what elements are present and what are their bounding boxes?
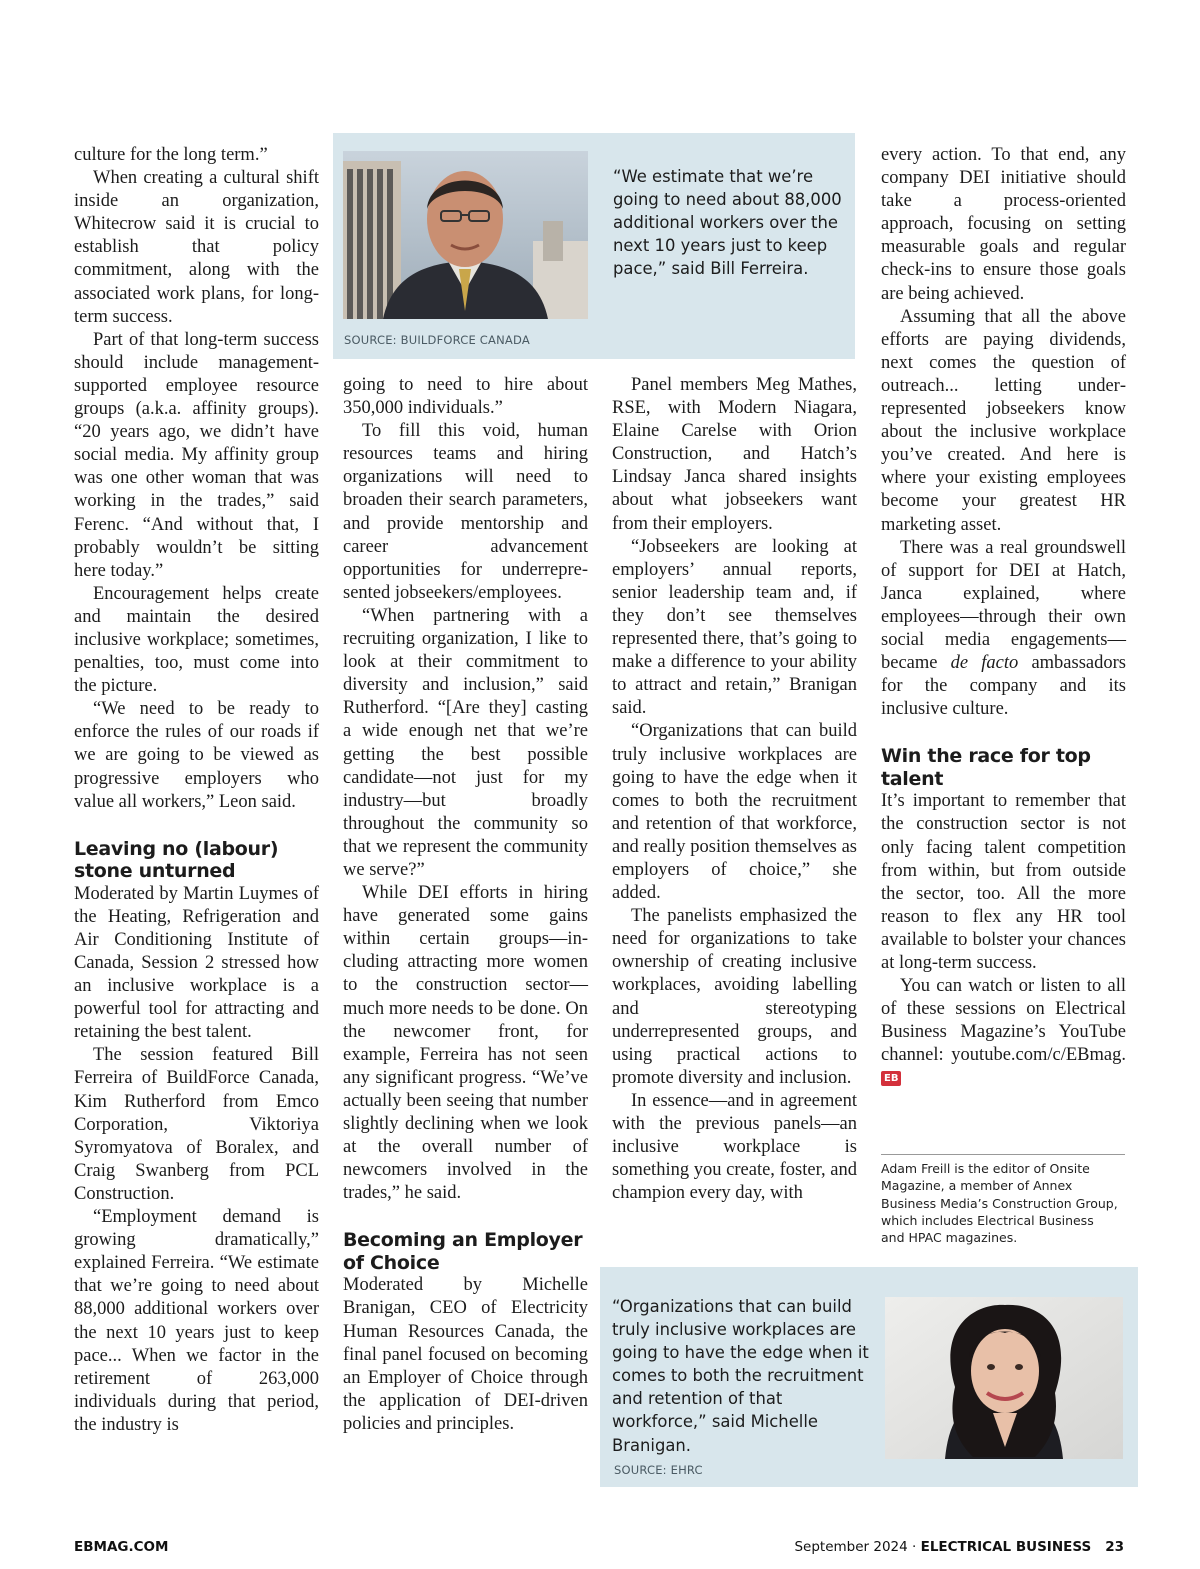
- pull-quote-text: “Organizations that can build truly inclusive workplaces are going to have the edge when it comes to both the recruitment and retention of that workforce,” said Michelle Branigan.: [612, 1297, 869, 1455]
- bio-divider: [881, 1154, 1125, 1155]
- author-bio: Adam Freill is the editor of Onsite Magazine, a member of Annex Business Media’s Construction Group, which includes Electrical Business and HPAC magazines.: [881, 1161, 1118, 1246]
- pull-quote-box-ferreira: [333, 133, 855, 359]
- paragraph: The session featured Bill Ferreira of BuildForce Canada, Kim Rutherford from Emco Corporation, Viktoriya Syromyatova of Boralex, and Craig Swanberg from PCL Construction.: [74, 1045, 319, 1204]
- paragraph: going to need to hire about 350,000 individuals.”: [343, 375, 588, 419]
- paragraph: “Jobseekers are looking at employers’ annual reports, senior leadership team and, if they don’t see themselves represented there, that’s going to make a difference to your ability to attract and retain,” Branigan said.: [612, 536, 857, 719]
- paragraph: [881, 537, 1126, 722]
- eb-end-mark-icon: EB: [881, 1071, 901, 1086]
- portrait-illustration: [343, 151, 588, 319]
- paragraph: “When partnering with a recruiting organization, I like to look at their commitment to diversity and inclusion,” said Rutherford. “[Are they] casting a wide enough net that we’re getting the best possible candidate—not just for my industry—but broadly throughout the community so that we represent the community we serve?”: [343, 605, 588, 880]
- footer-publication: ELECTRICAL BUSINESS: [920, 1539, 1092, 1555]
- text-run: ambassadors for the company and its inclusive culture.: [881, 653, 1126, 720]
- section-heading: Win the race for top talent: [881, 745, 1091, 790]
- page-number: 23: [1105, 1539, 1124, 1555]
- portrait-photo-branigan: [885, 1297, 1123, 1459]
- article-column-1: [74, 144, 319, 1437]
- section-heading: Leaving no (labour) stone unturned: [74, 837, 279, 883]
- footer-issue-info: [794, 1539, 1124, 1555]
- paragraph: Part of that long-term success should include management-supported employee resource groups (a.k.a. affinity groups). “20 years ago, we didn’t have social media. My affinity group was one other woman that was working in the trades,” said Ferenc. “And without that, I probably wouldn’t be sitting here today.”: [74, 329, 319, 581]
- paragraph: Encouragement helps create and maintain the desired inclusive workplace; sometimes, penalties, too, must come into the picture.: [74, 583, 319, 697]
- portrait-illustration: [885, 1297, 1123, 1459]
- section-heading: Becoming an Employer of Choice: [343, 1229, 583, 1274]
- paragraph: culture for the long term.”: [74, 145, 268, 165]
- paragraph: every action. To that end, any company DEI initiative should take a process-oriented approach, focusing on setting measurable goals and regular check-ins to ensure those goals are being achieved.: [881, 145, 1126, 304]
- photo-source-credit: SOURCE: BUILDFORCE CANADA: [344, 333, 530, 347]
- footer-date: September 2024 ·: [794, 1539, 921, 1555]
- italic-text: de facto: [950, 653, 1019, 674]
- portrait-photo-ferreira: [343, 151, 588, 319]
- article-column-4: [881, 144, 1126, 1091]
- text-run: There was a real groundswell of support for DEI at Hatch, Janca explained, where employees—through their own social media engagements—became: [881, 537, 1126, 674]
- paragraph: Assuming that all the above efforts are paying dividends, next comes the question of outreach... letting underrepresented jobseekers know about the inclusive workplace you’ve created. And here is where your existing employees become your greatest HR marketing asset.: [881, 306, 1126, 535]
- paragraph: “Organizations that can build truly inclusive workplaces are going to have the edge when it comes to both the recruitment and retention of that workforce, and really position themselves as employers of choice,” she added.: [612, 721, 857, 904]
- paragraph: In essence—and in agreement with the previous panels—an inclusive workplace is something you create, foster, and champion every day, with: [612, 1090, 857, 1204]
- paragraph: The panelists emphasized the need for organizations to take ownership of creating inclusive workplaces, avoiding labelling and stereotyping underrepresented groups, and using practical actions to promote diversity and inclusion.: [612, 906, 857, 1088]
- text-run: You can watch or listen to all of these sessions on Electrical Business Magazine’s YouTube channel: youtube.com/c/EBmag.: [881, 976, 1126, 1066]
- photo-source-credit: SOURCE: EHRC: [614, 1463, 703, 1477]
- pull-quote-text: “We estimate that we’re going to need about 88,000 additional workers over the next 10 years just to keep pace,” said Bill Ferreira.: [613, 167, 842, 279]
- paragraph: When creating a cultural shift inside an organization, Whitecrow said it is crucial to establish that policy commitment, along with the associated work plans, for long-term success.: [74, 168, 319, 327]
- paragraph: Panel members Meg Mathes, RSE, with Modern Niagara, Elaine Carelse with Orion Construction, and Hatch’s Lindsay Janca shared insights about what jobseekers want from their employers.: [612, 375, 857, 534]
- article-column-3: [612, 374, 857, 1205]
- paragraph: [881, 975, 1126, 1090]
- paragraph: Moderated by Martin Luymes of the Heating, Refrigeration and Air Conditioning Institute of Canada, Session 2 stressed how an inclusive workplace is a powerful tool for attracting and retaining the best talent.: [74, 883, 319, 1043]
- paragraph: “Employment demand is growing dramatically,” explained Ferreira. “We estimate that we’re going to need about 88,000 additional workers over the next 10 years just to keep pace... When we factor in the retirement of 263,000 individuals during that period, the industry is: [74, 1207, 319, 1435]
- article-column-2: [343, 374, 588, 1436]
- paragraph: It’s important to remember that the construction sector is not only facing talent competition from within, but from outside the sector, too. All the more reason to flex any HR tool available to bolster your chances at long-term success.: [881, 791, 1126, 973]
- footer-website: EBMAG.COM: [74, 1539, 169, 1555]
- paragraph: While DEI efforts in hiring have generated some gains within certain groups—including attracting more women to the construction sector—much more needs to be done. On the newcomer front, for example, Ferreira has not seen any significant progress. “We’ve actually been seeing that number slightly declining when we look at the overall number of newcomers involved in the trades,” he said.: [343, 883, 588, 1204]
- paragraph: “We need to be ready to enforce the rules of our roads if we are going to be viewed as progressive employers who value all workers,” Leon said.: [74, 699, 319, 812]
- paragraph: To fill this void, human resources teams and hiring organizations will need to broaden their search parameters, and provide mentorship and career advancement opportunities for underrepresented jobseekers/employees.: [343, 421, 588, 603]
- paragraph: Moderated by Michelle Branigan, CEO of Electricity Human Resources Canada, the final panel focused on becoming an Employer of Choice through the application of DEI-driven policies and principles.: [343, 1275, 588, 1434]
- pull-quote-box-branigan: [600, 1267, 1138, 1487]
